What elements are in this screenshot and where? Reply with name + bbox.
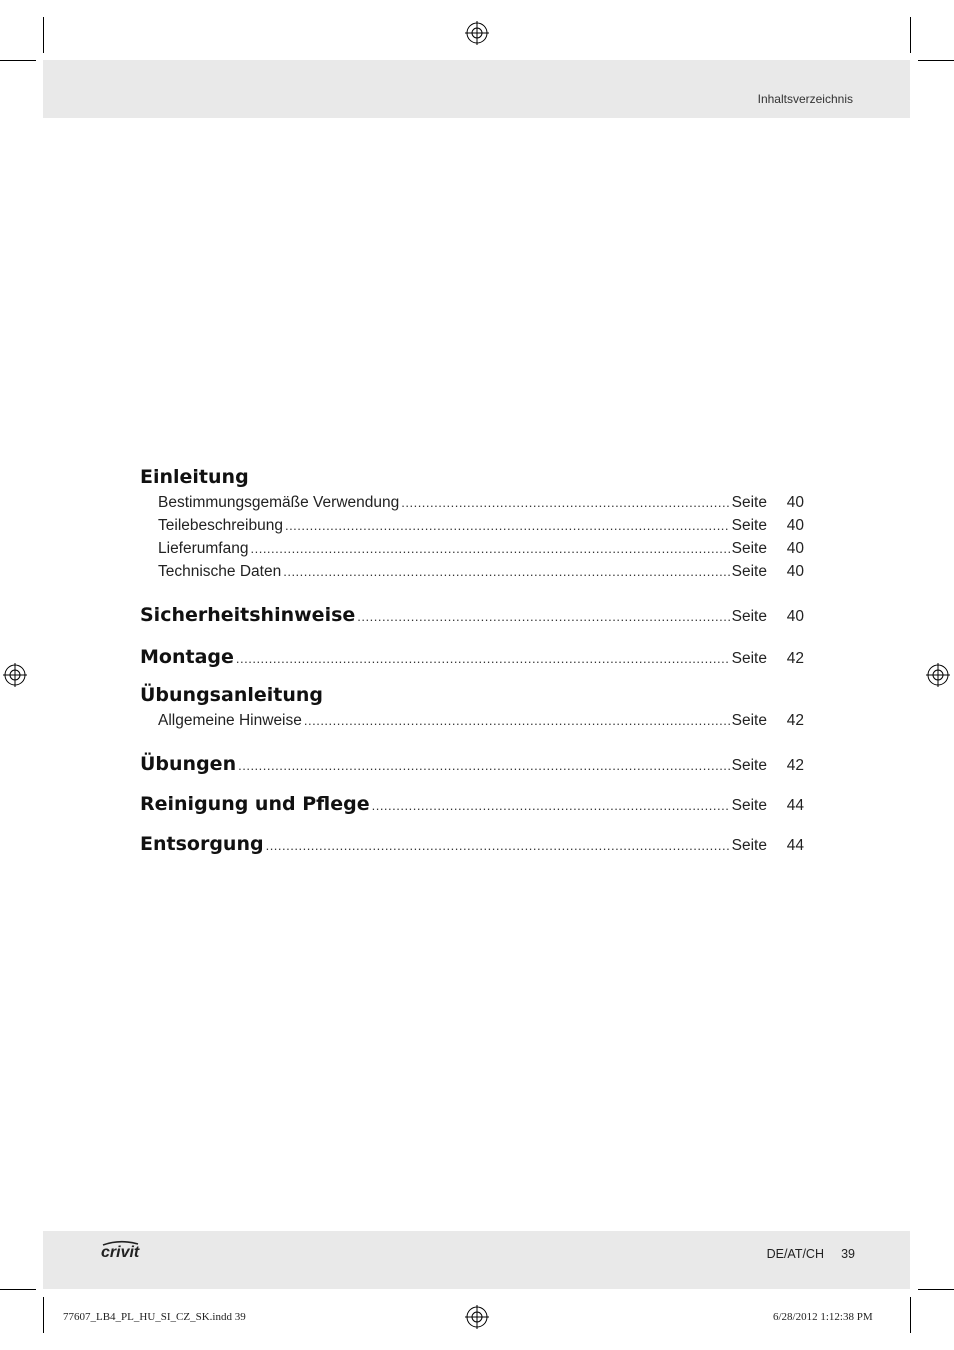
- toc-heading-row[interactable]: [140, 793, 804, 815]
- footer-region: DE/AT/CH: [766, 1247, 824, 1261]
- leader-dots: [266, 838, 730, 853]
- toc-heading: Reinigung und Pflege: [140, 793, 370, 815]
- toc-heading-row[interactable]: [140, 604, 804, 626]
- toc-section: [140, 684, 804, 735]
- crop-mark: [43, 1297, 44, 1333]
- footer-page-number: 39: [841, 1247, 855, 1261]
- toc-heading: Einleitung: [140, 466, 249, 488]
- toc-section: [140, 604, 804, 626]
- toc-heading-row[interactable]: [140, 753, 804, 775]
- toc-entry-label: Lieferumfang: [158, 540, 249, 557]
- toc-entry-label: Teilebeschreibung: [158, 517, 283, 534]
- crop-mark: [918, 60, 954, 61]
- seite-label: Seite: [731, 797, 767, 814]
- crop-mark: [0, 1289, 36, 1290]
- toc-heading: Montage: [140, 646, 234, 668]
- toc-entry[interactable]: [140, 494, 804, 517]
- toc-heading: Übungsanleitung: [140, 684, 323, 706]
- page-number: 40: [786, 563, 804, 580]
- page-number: 42: [786, 650, 804, 667]
- toc-entry[interactable]: [140, 540, 804, 563]
- header-band: [43, 60, 910, 118]
- toc-section: [140, 753, 804, 775]
- toc-heading: Sicherheitshinweise: [140, 604, 356, 626]
- leader-dots: [250, 541, 729, 556]
- toc-entry[interactable]: [140, 712, 804, 735]
- page-number: 40: [786, 540, 804, 557]
- toc-heading-row[interactable]: [140, 833, 804, 855]
- leader-dots: [304, 713, 730, 728]
- page-number: 44: [786, 837, 804, 854]
- toc-heading: Übungen: [140, 753, 237, 775]
- seite-label: Seite: [731, 712, 767, 729]
- crop-mark: [918, 1289, 954, 1290]
- crop-mark: [910, 1297, 911, 1333]
- header-label: Inhaltsverzeichnis: [757, 92, 853, 106]
- slug-filename: 77607_LB4_PL_HU_SI_CZ_SK.indd 39: [63, 1311, 246, 1323]
- leader-dots: [372, 798, 730, 813]
- toc-entry[interactable]: [140, 517, 804, 540]
- seite-label: Seite: [731, 494, 767, 511]
- page-number: 40: [786, 494, 804, 511]
- svg-text:crivit: crivit: [101, 1244, 140, 1261]
- toc-section: [140, 833, 804, 855]
- toc-heading: Entsorgung: [140, 833, 264, 855]
- table-of-contents: [140, 466, 804, 855]
- page-number: 40: [786, 517, 804, 534]
- toc-entry[interactable]: [140, 563, 804, 586]
- page-number: 44: [786, 797, 804, 814]
- toc-entry-label: Technische Daten: [158, 563, 282, 580]
- leader-dots: [357, 609, 729, 624]
- toc-section: [140, 646, 804, 668]
- page-number: 40: [786, 608, 804, 625]
- toc-section: [140, 466, 804, 586]
- crop-mark: [43, 17, 44, 53]
- seite-label: Seite: [731, 757, 767, 774]
- leader-dots: [401, 495, 729, 510]
- slug-timestamp: 6/28/2012 1:12:38 PM: [773, 1311, 873, 1323]
- seite-label: Seite: [731, 608, 767, 625]
- page-number: 42: [786, 712, 804, 729]
- toc-heading-row[interactable]: [140, 646, 804, 668]
- seite-label: Seite: [731, 837, 767, 854]
- footer-band: [43, 1231, 910, 1289]
- seite-label: Seite: [731, 540, 767, 557]
- registration-mark-icon: [465, 1305, 489, 1329]
- leader-dots: [236, 651, 730, 666]
- seite-label: Seite: [731, 650, 767, 667]
- leader-dots: [238, 758, 730, 773]
- toc-entry-label: Bestimmungsgemäße Verwendung: [158, 494, 400, 511]
- seite-label: Seite: [731, 563, 767, 580]
- leader-dots: [283, 564, 729, 579]
- toc-section: [140, 793, 804, 815]
- crivit-logo: [100, 1240, 150, 1262]
- crop-mark: [910, 17, 911, 53]
- toc-entry-label: Allgemeine Hinweise: [158, 712, 302, 729]
- registration-mark-icon: [926, 663, 950, 687]
- registration-mark-icon: [465, 21, 489, 45]
- leader-dots: [285, 518, 730, 533]
- page-number: 42: [786, 757, 804, 774]
- registration-mark-icon: [3, 663, 27, 687]
- crop-mark: [0, 60, 36, 61]
- seite-label: Seite: [731, 517, 767, 534]
